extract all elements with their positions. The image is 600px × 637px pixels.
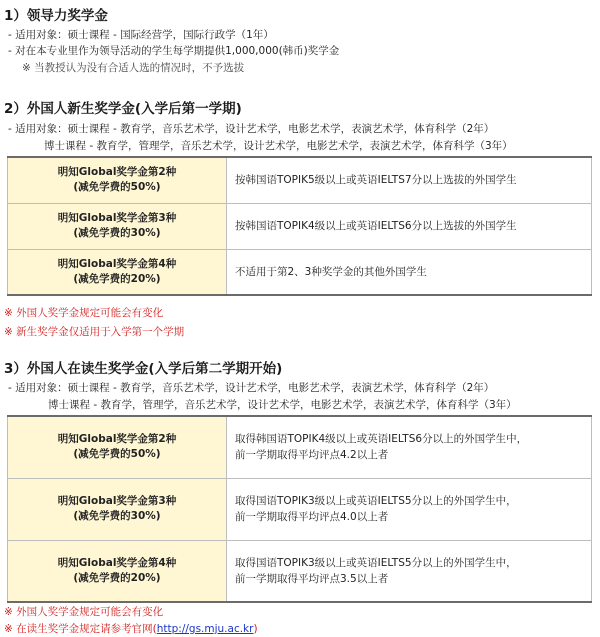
scholarship-criteria-cell bbox=[227, 157, 592, 203]
current-student-scholarship-table bbox=[7, 415, 592, 603]
new-student-scholarship-table bbox=[7, 156, 592, 296]
section-2-note-2: ※ 新生奖学金仅适用于入学第一个学期 bbox=[4, 326, 185, 338]
section-2-title: 2）外国人新生奖学金(入学后第一学期) bbox=[4, 101, 242, 117]
scholarship-rate: (减免学费的20%) bbox=[73, 272, 161, 285]
scholarship-gpa: 前一学期取得平均评点3.5以上者 bbox=[235, 572, 389, 585]
scholarship-criteria-cell bbox=[227, 249, 592, 295]
scholarship-rate: (减免学费的30%) bbox=[73, 510, 161, 522]
scholarship-name-cell bbox=[8, 478, 227, 540]
scholarship-name: 明知Global奖学金第2种 bbox=[57, 166, 177, 179]
section-3-title: 3）外国人在读生奖学金(入学后第二学期开始) bbox=[4, 361, 283, 377]
table-row bbox=[8, 416, 592, 478]
scholarship-rate: (减免学费的30%) bbox=[73, 227, 161, 239]
section-3-note-1: ※ 外国人奖学金规定可能会有变化 bbox=[4, 606, 164, 618]
section-2-line-1: - 适用对象：硕士课程 - 教育学，音乐艺术学，设计艺术学，电影艺术学，表演艺术学，体育科学（2年） bbox=[8, 123, 495, 135]
scholarship-name-cell bbox=[8, 203, 227, 249]
scholarship-criteria: 取得国语TOPIK3级以上或英语IELTS5分以上的外国学生中， bbox=[235, 495, 517, 507]
section-3-line-2: 博士课程 - 教育学，管理学，音乐艺术学，设计艺术学，电影艺术学，表演艺术学，体育科学（3年） bbox=[48, 399, 517, 411]
scholarship-criteria-cell bbox=[227, 203, 592, 249]
scholarship-gpa: 前一学期取得平均评点4.0以上者 bbox=[235, 511, 389, 523]
scholarship-rate: (减免学费的20%) bbox=[73, 571, 161, 584]
scholarship-name: 明知Global奖学金第3种 bbox=[57, 212, 177, 224]
scholarship-rate: (减免学费的50%) bbox=[73, 181, 161, 194]
scholarship-name-cell bbox=[8, 157, 227, 203]
scholarship-name-cell bbox=[8, 540, 227, 602]
scholarship-criteria: 取得国语TOPIK3级以上或英语IELTS5分以上的外国学生中， bbox=[235, 556, 517, 569]
scholarship-criteria: 按韩国语TOPIK4级以上或英语IELTS6分以上选拔的外国学生 bbox=[235, 220, 517, 232]
table-row bbox=[8, 249, 592, 295]
section-3-note-2 bbox=[4, 621, 258, 636]
scholarship-criteria-cell bbox=[227, 478, 592, 540]
scholarship-name: 明知Global奖学金第4种 bbox=[57, 257, 177, 270]
scholarship-criteria: 不适用于第2、3种奖学金的其他外国学生 bbox=[235, 265, 427, 278]
scholarship-name: 明知Global奖学金第4种 bbox=[57, 556, 177, 569]
table-row bbox=[8, 540, 592, 602]
official-site-link[interactable]: http://gs.mju.ac.kr bbox=[156, 623, 254, 635]
scholarship-criteria: 取得韩国语TOPIK4级以上或英语IELTS6分以上的外国学生中， bbox=[235, 433, 528, 446]
table-row bbox=[8, 478, 592, 540]
scholarship-criteria-cell bbox=[227, 416, 592, 478]
section-1-title: 1）领导力奖学金 bbox=[4, 8, 108, 24]
section-1-note: ※ 当教授认为没有合适人选的情况时，不予选拔 bbox=[22, 62, 245, 74]
note-suffix: ) bbox=[253, 623, 258, 635]
section-3-line-1: - 适用对象：硕士课程 - 教育学，音乐艺术学，设计艺术学，电影艺术学，表演艺术学，体育科学（2年） bbox=[8, 382, 495, 394]
scholarship-rate: (减免学费的50%) bbox=[73, 448, 161, 461]
note-prefix: ※ 在读生奖学金规定请参考官网( bbox=[4, 623, 157, 635]
section-2-note-1: ※ 外国人奖学金规定可能会有变化 bbox=[4, 307, 164, 319]
scholarship-name: 明知Global奖学金第3种 bbox=[57, 495, 177, 507]
section-1-line-2: - 对在本专业里作为领导活动的学生每学期提供1,000,000(韩币)奖学金 bbox=[8, 45, 340, 57]
scholarship-criteria-cell bbox=[227, 540, 592, 602]
scholarship-criteria: 按韩国语TOPIK5级以上或英语IELTS7分以上选拔的外国学生 bbox=[235, 174, 517, 187]
table-row bbox=[8, 157, 592, 203]
table-row bbox=[8, 203, 592, 249]
scholarship-name-cell bbox=[8, 416, 227, 478]
scholarship-name-cell bbox=[8, 249, 227, 295]
section-1-line-1: - 适用对象：硕士课程 - 国际经营学，国际行政学（1年） bbox=[8, 29, 274, 41]
scholarship-gpa: 前一学期取得平均评点4.2以上者 bbox=[235, 449, 389, 462]
section-2-line-2: 博士课程 - 教育学，管理学，音乐艺术学，设计艺术学，电影艺术学，表演艺术学，体育科学（3年） bbox=[44, 140, 513, 152]
scholarship-name: 明知Global奖学金第2种 bbox=[57, 433, 177, 446]
